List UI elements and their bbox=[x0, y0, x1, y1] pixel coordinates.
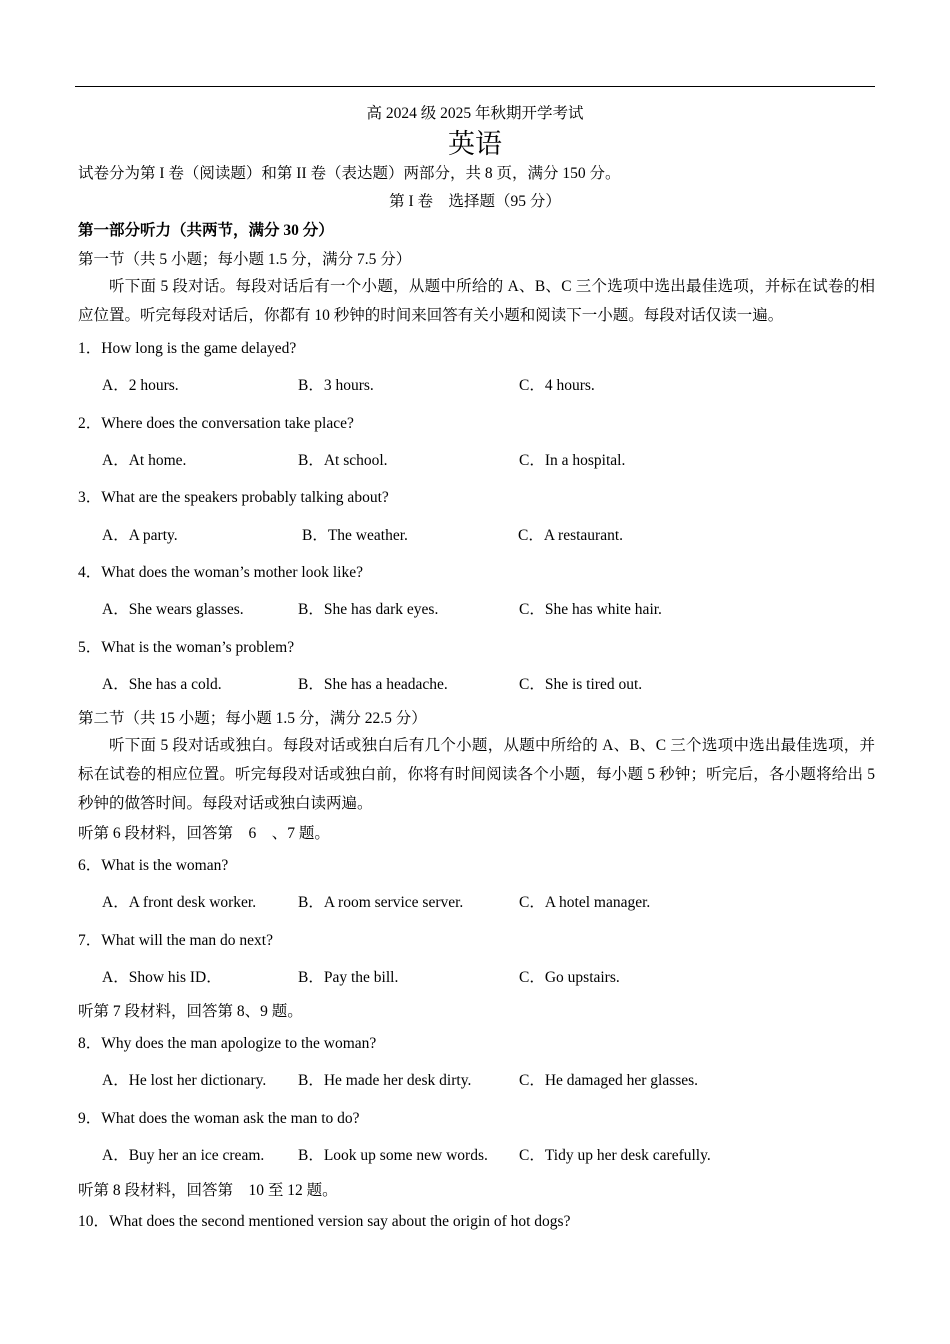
material8-note: 听第 8 段材料，回答第 10 至 12 题。 bbox=[78, 1182, 338, 1199]
option-c: C．In a hospital. bbox=[519, 452, 626, 469]
question-stem: 1．How long is the game delayed? bbox=[78, 340, 297, 357]
option-b: B．3 hours. bbox=[298, 377, 374, 394]
material6-note: 听第 6 段材料，回答第 6 、7 题。 bbox=[78, 825, 330, 842]
option-c: C．Tidy up her desk carefully. bbox=[519, 1147, 711, 1164]
question-stem: 5．What is the woman’s problem? bbox=[78, 639, 295, 656]
question-stem: 4．What does the woman’s mother look like? bbox=[78, 564, 363, 581]
option-b: B．She has a headache. bbox=[298, 676, 448, 693]
option-b: B．Pay the bill. bbox=[298, 969, 399, 986]
option-b: B．She has dark eyes. bbox=[298, 601, 439, 618]
option-a: A．Show his ID． bbox=[102, 969, 222, 986]
option-a: A．She wears glasses. bbox=[102, 601, 244, 618]
option-b: B．At school. bbox=[298, 452, 388, 469]
question-stem: 10．What does the second mentioned version say about the origin of hot dogs? bbox=[78, 1213, 571, 1230]
option-a: A．Buy her an ice cream. bbox=[102, 1147, 265, 1164]
option-a: A．2 hours. bbox=[102, 377, 179, 394]
section2-instructions: 听下面 5 段对话或独白。每段对话或独白后有几个小题，从题中所给的 A、B、C 三个选项中选出最佳选项，并标在试卷的相应位置。听完每段对话或独白前，你将有时间阅读各个小题，每小题 5 秒钟；听完后，各小题将给出 5 秒钟的做答时间。每段对话或独白读两遍。 bbox=[78, 737, 875, 812]
option-a: A．A front desk worker. bbox=[102, 894, 257, 911]
top-rule bbox=[75, 86, 875, 87]
subject-title: 英语 bbox=[448, 129, 502, 159]
option-a: A．A party. bbox=[102, 527, 178, 544]
question-stem: 8．Why does the man apologize to the woman? bbox=[78, 1035, 377, 1052]
option-a: A．At home. bbox=[102, 452, 187, 469]
section2-title: 第二节（共 15 小题；每小题 1.5 分，满分 22.5 分） bbox=[78, 710, 427, 727]
option-c: C．A restaurant. bbox=[518, 527, 624, 544]
question-stem: 6．What is the woman? bbox=[78, 857, 229, 874]
part1-title: 第一部分听力（共两节，满分 30 分） bbox=[78, 222, 334, 239]
section1-instructions: 听下面 5 段对话。每段对话后有一个小题，从题中所给的 A、B、C 三个选项中选出最佳选项，并标在试卷的相应位置。听完每段对话后，你都有 10 秒钟的时间来回答有关小题和阅读下一小题。每段对话仅读一遍。 bbox=[78, 278, 875, 324]
option-b: B．The weather. bbox=[302, 527, 408, 544]
option-c: C．He damaged her glasses. bbox=[519, 1072, 699, 1089]
question-stem: 2．Where does the conversation take place? bbox=[78, 415, 354, 432]
exam-title-line: 高 2024 级 2025 年秋期开学考试 bbox=[366, 105, 584, 122]
option-b: B．A room service server. bbox=[298, 894, 464, 911]
option-a: A．She has a cold. bbox=[102, 676, 222, 693]
option-a: A．He lost her dictionary. bbox=[102, 1072, 267, 1089]
section1-title: 第一节（共 5 小题；每小题 1.5 分，满分 7.5 分） bbox=[78, 251, 412, 268]
volume-title: 第 I 卷 选择题（95 分） bbox=[389, 193, 561, 210]
option-b: B．Look up some new words. bbox=[298, 1147, 488, 1164]
question-stem: 9．What does the woman ask the man to do? bbox=[78, 1110, 360, 1127]
option-c: C．Go upstairs. bbox=[519, 969, 620, 986]
option-b: B．He made her desk dirty. bbox=[298, 1072, 472, 1089]
option-c: C．4 hours. bbox=[519, 377, 595, 394]
material7-note: 听第 7 段材料，回答第 8、9 题。 bbox=[78, 1003, 303, 1020]
option-c: C．A hotel manager. bbox=[519, 894, 651, 911]
option-c: C．She is tired out. bbox=[519, 676, 643, 693]
question-stem: 7．What will the man do next? bbox=[78, 932, 273, 949]
question-stem: 3．What are the speakers probably talking about? bbox=[78, 489, 389, 506]
exam-intro: 试卷分为第 I 卷（阅读题）和第 II 卷（表达题）两部分，共 8 页，满分 150 分。 bbox=[78, 165, 621, 182]
option-c: C．She has white hair. bbox=[519, 601, 662, 618]
